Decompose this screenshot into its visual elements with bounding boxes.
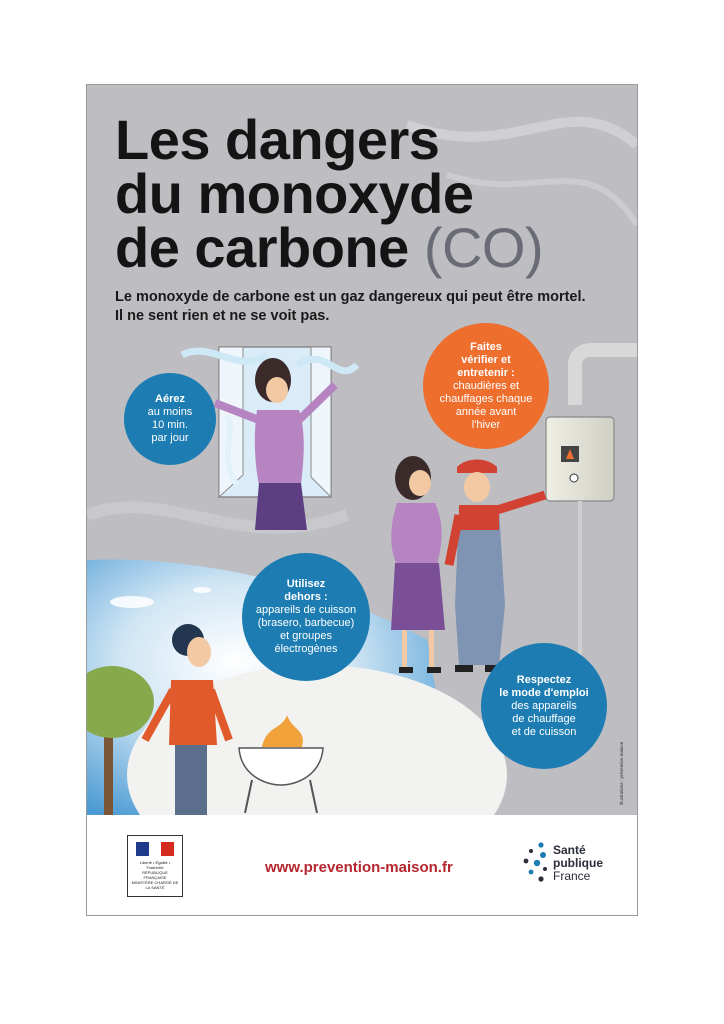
respectez-line-3: et de cuisson <box>511 725 577 738</box>
ministry-name: MINISTÈRE CHARGÉ DE LA SANTÉ <box>131 880 179 890</box>
title-co: (CO) <box>423 216 544 279</box>
website-link[interactable]: www.prevention-maison.fr <box>265 859 453 876</box>
title-line-3 <box>115 216 544 279</box>
intro-line-1: Le monoxyde de carbone est un gaz dangereux qui peut être mortel. <box>115 289 586 305</box>
aerez-line-2: 10 min. <box>151 419 189 431</box>
respectez-bubble <box>481 643 607 769</box>
utilisez-line-4: électrogènes <box>274 643 338 655</box>
faites-line-3: année avant <box>455 405 517 418</box>
sp-line-1: Santé <box>553 843 586 857</box>
respectez-head-1: Respectez <box>516 673 572 686</box>
svg-text:Illustrations : prévention mai: Illustrations : prévention maison <box>619 741 624 805</box>
sante-publique-dots-icon <box>521 841 551 885</box>
title-block <box>115 108 544 279</box>
sante-publique-logo <box>521 841 621 891</box>
utilisez-bubble <box>242 553 370 681</box>
faites-bubble <box>423 323 549 449</box>
faites-line-1: chaudières et <box>452 379 520 392</box>
aerez-line-3: par jour <box>151 432 189 444</box>
ministry-country: RÉPUBLIQUE FRANÇAISE <box>142 870 168 880</box>
boiler-icon <box>546 350 637 655</box>
sp-line-2: publique <box>553 856 603 870</box>
aerez-bubble <box>124 373 216 465</box>
french-flag-icon <box>136 842 174 856</box>
utilisez-head-1: Utilisez <box>286 578 326 590</box>
poster <box>86 84 638 916</box>
ministry-motto-text: Liberté • Égalité • Fraternité <box>139 860 171 870</box>
faites-head-3: entretenir : <box>457 366 515 379</box>
faites-head-2: vérifier et <box>461 353 511 366</box>
title-line-3-text: de carbone <box>115 216 409 279</box>
title-line-2: du monoxyde <box>115 162 474 225</box>
technician-figure <box>449 460 545 673</box>
faites-line-2: chauffages chaque <box>439 392 533 405</box>
title-line-1: Les dangers <box>115 108 440 171</box>
poster-footer <box>87 815 637 915</box>
respectez-line-1: des appareils <box>511 699 577 712</box>
respectez-head-2: le mode d'emploi <box>499 686 589 699</box>
faites-line-4: l'hiver <box>471 418 501 431</box>
aerez-line-1: au moins <box>147 406 193 418</box>
utilisez-line-3: et groupes <box>280 630 332 642</box>
intro-text <box>115 288 635 326</box>
marianne-logo <box>127 835 183 897</box>
utilisez-head-2: dehors : <box>284 591 328 603</box>
faites-head-1: Faites <box>470 340 502 353</box>
sp-line-3: France <box>553 869 591 883</box>
ministry-motto <box>131 860 179 880</box>
aerez-head: Aérez <box>155 393 185 405</box>
sante-publique-text <box>553 844 603 883</box>
respectez-line-2: de chauffage <box>512 712 576 725</box>
intro-line-2: Il ne sent rien et ne se voit pas. <box>115 308 330 324</box>
utilisez-line-1: appareils de cuisson <box>255 604 357 616</box>
utilisez-line-2: (brasero, barbecue) <box>257 617 355 629</box>
